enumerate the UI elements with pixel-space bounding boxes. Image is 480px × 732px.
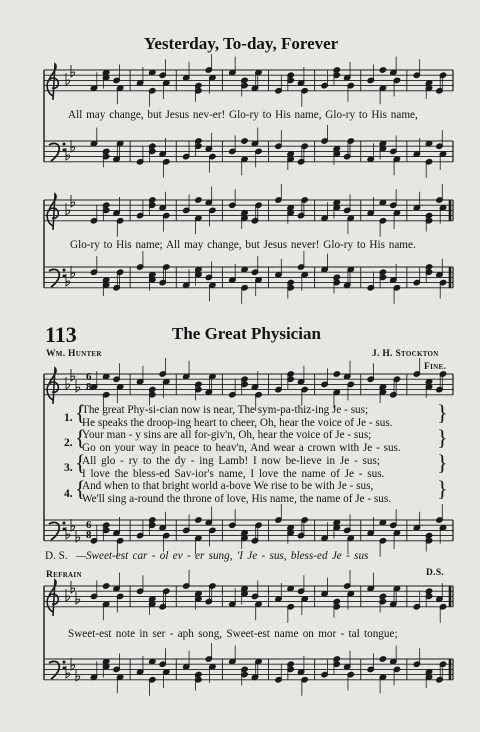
verse-number: 1. <box>64 412 73 424</box>
treble-clef-icon <box>47 368 58 404</box>
bass-clef-dot <box>63 275 65 277</box>
verse-brace-right: } <box>437 425 448 450</box>
bass-clef-dot <box>63 667 65 669</box>
note-head <box>195 517 202 523</box>
time-signature-top: 6 <box>86 519 92 531</box>
note-head <box>241 138 248 144</box>
treble-clef-icon <box>47 194 58 230</box>
lyric-line-2: Glo-ry to His name; All may change, but Jesus never! Glo-ry to His name. <box>70 239 416 251</box>
ds-label: D. S. <box>45 550 68 562</box>
hymn-number: 113 <box>45 322 77 347</box>
refrain-label: Refrain <box>46 570 82 580</box>
hymn-title: Yesterday, To-day, Forever <box>144 34 339 53</box>
bass-clef-dot <box>63 528 65 530</box>
composer-credit: J. H. Stockton <box>372 349 439 359</box>
time-signature-bottom: 8 <box>86 529 92 541</box>
verse-4-line-a: And when to that bright world a-bove We rise to be with Je - sus, <box>82 480 374 492</box>
verse-brace-right: } <box>437 400 448 425</box>
verse-brace-right: } <box>437 450 448 475</box>
verse-brace: { <box>75 400 86 425</box>
note-head <box>379 656 386 662</box>
refrain-lyric: Sweet-est note in ser - aph song, Sweet-est name on mor - tal tongue; <box>68 628 398 640</box>
note-head <box>333 371 340 377</box>
verse-number: 3. <box>64 462 73 474</box>
treble-clef-icon <box>47 580 58 616</box>
fine-mark: Fine. <box>424 362 447 372</box>
time-signature-top: 6 <box>86 371 92 383</box>
bass-clef-dot <box>63 269 65 271</box>
hymn-title-2: The Great Physician <box>172 324 321 343</box>
verse-2-line-b: Go on your way in peace to heav'n, And wear a crown with Je - sus. <box>82 442 401 454</box>
flat-sign-icon <box>76 592 80 604</box>
verse-3-line-b: I love the bless-ed Sav-ior's name, I love the name of Je - sus. <box>82 468 385 480</box>
verse-1-line-a: The great Phy-si-cian now is near, The sym-pa-thiz-ing Je - sus; <box>82 404 369 416</box>
bass-clef-dot <box>63 143 65 145</box>
verse-number: 4. <box>64 488 73 500</box>
bass-clef-dot <box>63 149 65 151</box>
verse-1-line-b: He speaks the droop-ing heart to cheer, Oh, hear the voice of Je - sus. <box>82 417 393 429</box>
author-credit: Wm. Hunter <box>46 349 102 359</box>
verse-2-line-a: Your man - y sins are all for-giv'n, Oh, hear the voice of Je - sus; <box>82 429 372 441</box>
verse-brace: { <box>75 476 86 501</box>
verse-brace: { <box>75 450 86 475</box>
flat-sign-icon <box>66 148 70 160</box>
time-signature-bottom: 8 <box>86 381 92 393</box>
verse-brace: { <box>75 425 86 450</box>
bass-clef-dot <box>63 522 65 524</box>
verse-4-line-b: We'll sing a-round the throne of love, His name, the name of Je - sus. <box>82 493 392 505</box>
verse-brace-right: } <box>437 476 448 501</box>
flat-sign-icon <box>66 666 70 678</box>
verse-3-line-a: All glo - ry to the dy - ing Lamb! I now be-lieve in Je - sus; <box>82 455 380 467</box>
ds-mark: D.S. <box>426 568 445 578</box>
flat-sign-icon <box>76 380 80 392</box>
bass-clef-dot <box>63 661 65 663</box>
note-head <box>379 67 386 73</box>
verse-number: 2. <box>64 437 73 449</box>
ds-lyric-line: —Sweet-est car - ol ev - er sung, 'I Je - sus, bless-ed Je - sus <box>76 550 369 562</box>
lyric-line-1: All may change, but Jesus nev-er! Glo-ry to His name, Glo-ry to His name, <box>68 109 418 121</box>
treble-clef-icon <box>47 64 58 100</box>
note-head <box>195 197 202 203</box>
note-head <box>102 583 109 589</box>
flat-sign-icon <box>66 274 70 286</box>
flat-sign-icon <box>66 527 70 539</box>
